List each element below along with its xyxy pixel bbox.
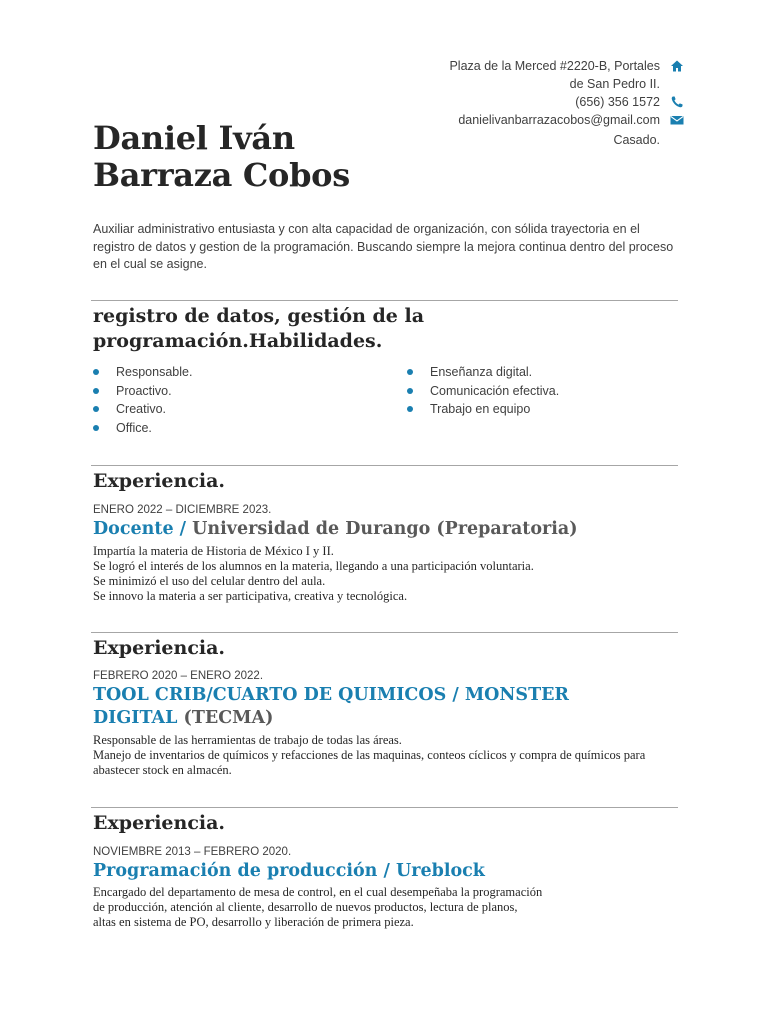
job-role: Programación de producción — [93, 861, 378, 881]
skills-heading-line-1: registro de datos, gestión de la — [93, 305, 425, 327]
job-company: Ureblock — [395, 861, 485, 881]
contact-email — [384, 111, 684, 129]
skill-item: Proactivo. — [93, 382, 192, 401]
experience-title — [93, 860, 653, 883]
home-icon — [670, 59, 684, 73]
skills-list-right — [407, 363, 559, 419]
skills-heading-line-2: programación.Habilidades. — [93, 330, 383, 352]
profile-summary: Auxiliar administrativo entusiasta y con alta capacidad de organización, con sólida trayectoria en el registro de datos y gestion de la programación. Buscando siempre la mejora continua dentro del proceso en el cual se asigne. — [93, 222, 674, 271]
description-line: Manejo de inventarios de químicos y refacciones de las maquinas, conteos cíclicos y compra de químicos para abastecer stock en almacén. — [93, 748, 646, 777]
email-text: danielivanbarrazacobos@gmail.com — [458, 113, 660, 127]
name-line-1: Daniel Iván — [93, 119, 295, 157]
contact-address — [384, 57, 684, 93]
experience-title — [93, 518, 653, 541]
skill-item: Enseñanza digital. — [407, 363, 559, 382]
experience-heading: Experiencia. — [93, 812, 226, 834]
experience-description — [93, 733, 678, 778]
job-role: TOOL CRIB/CUARTO DE QUIMICOS / MONSTER DIGITAL — [93, 685, 569, 728]
description-line: Se minimizó el uso del celular dentro del aula. — [93, 574, 326, 588]
skill-item: Trabajo en equipo — [407, 400, 559, 419]
experience-heading: Experiencia. — [93, 470, 226, 492]
description-line: Se logró el interés de los alumnos en la materia, llegando a una participación voluntaria. — [93, 559, 534, 573]
candidate-name — [93, 120, 350, 194]
skills-list-left — [93, 363, 192, 437]
experience-heading: Experiencia. — [93, 637, 226, 659]
section-divider — [91, 632, 678, 633]
description-line: Responsable de las herramientas de trabajo de todas las áreas. — [93, 733, 402, 747]
experience-description — [93, 544, 678, 604]
title-separator: / — [173, 519, 193, 539]
contact-marital-status — [384, 131, 684, 149]
experience-dates: FEBRERO 2020 – ENERO 2022. — [93, 670, 264, 682]
experience-title — [93, 684, 613, 730]
contact-block — [384, 57, 684, 149]
experience-description — [93, 885, 543, 930]
section-divider — [91, 807, 678, 808]
skills-heading — [93, 304, 424, 354]
skill-item: Comunicación efectiva. — [407, 382, 559, 401]
experience-dates: ENERO 2022 – DICIEMBRE 2023. — [93, 504, 272, 516]
section-divider — [91, 465, 678, 466]
title-separator: / — [377, 861, 396, 881]
experience-dates: NOVIEMBRE 2013 – FEBRERO 2020. — [93, 846, 292, 858]
description-line: Encargado del departamento de mesa de control, en el cual desempeñaba la programación de producción, atención al cliente, desarrollo de nuevos productos, lectura de planos, altas en sistema de PO, desarrollo y liberación de primera pieza. — [93, 885, 543, 929]
phone-text: (656) 356 1572 — [575, 95, 660, 109]
description-line: Impartía la materia de Historia de México I y II. — [93, 544, 334, 558]
marital-status-text: Casado. — [613, 133, 660, 147]
section-divider — [91, 300, 678, 301]
job-company: Universidad de Durango (Preparatoria) — [192, 519, 578, 539]
skill-item: Office. — [93, 419, 192, 438]
email-icon — [670, 113, 684, 127]
contact-phone — [384, 93, 684, 111]
name-line-2: Barraza Cobos — [93, 156, 350, 194]
job-company: (TECMA) — [183, 708, 274, 728]
phone-icon — [670, 95, 684, 109]
description-line: Se innovo la materia a ser participativa, creativa y tecnológica. — [93, 589, 408, 603]
skill-item: Creativo. — [93, 400, 192, 419]
skill-item: Responsable. — [93, 363, 192, 382]
address-line-2: de San Pedro II. — [569, 77, 660, 91]
job-role: Docente — [93, 519, 174, 539]
address-line-1: Plaza de la Merced #2220-B, Portales — [449, 59, 660, 73]
